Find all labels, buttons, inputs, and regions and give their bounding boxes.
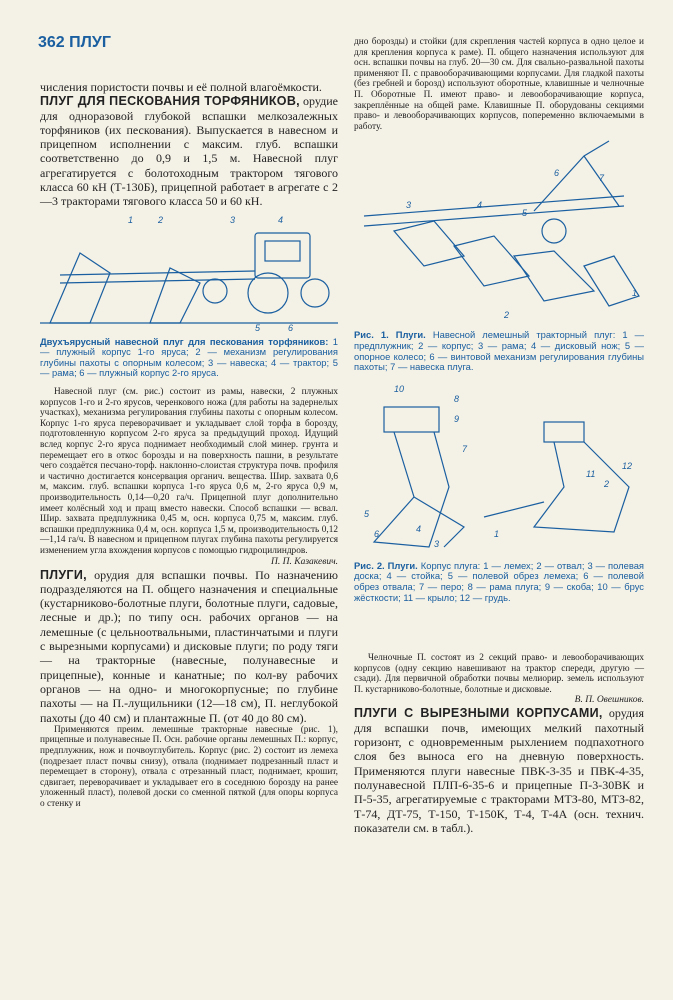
figure-caption: Рис. 2. Плуги. Корпус плуга: 1 — лемех; 2 — отвал; 3 — полевая доска; 4 — стойка; 5 — полевой обрез лемеха; 6 — полевой обрез отвала; 7 — перо; 8 — рама плуга; 9 — скоба; 10 — брус жёсткости; 11 — крыло; 12 — грудь.	[354, 559, 644, 603]
left-column	[40, 80, 338, 810]
small-paragraph: Навесной плуг (см. рис.) состоит из рамы, навески, 2 плужных корпусов 1-го и 2-го ярусов, черенкового ножа (для работы на задернелых участках), механизма регулирования глубины пахоты с опорным колесом. Корпус 1-го яруса переворачивает и укладывает слой торфа в борозду, подготовленную корпусом 2-го яруса за предыдущий проход. Идущий вслед корпус 2-го яруса поднимает необходимый слой минер. грунта и перемещает его в откос борозды и на поверхность пашни, в результате чего создаётся песчано-торф. наклонно-слоистая структура почв. профиля и частично достигается консервация органич. вещества. Шир. захвата 0,6 м, максим. глуб. вспашки корпуса 1-го яруса 0,6 м, 2-го яруса 0,9 м, производительность 0,14—0,20 га/ч. Прицепной плуг дополнительно имеет колёсный ход и пращ вместо навески. Способ вспашки — всвал. Шир. захвата предплужника 0,45 м, осн. корпуса 0,75 м, максим. глуб. вспашки предплужника 0,4 м, осн. корпуса 1,5 м, производительность 0,12—1,14 га/ч. В навесном и прицепном плугах глубина пахоты регулируется изменением угла вхождения корпусов с помощью гидроцилиндров.	[40, 387, 338, 556]
fig-label: 6	[288, 322, 294, 333]
author-signature: П. П. Казакевич.	[271, 556, 338, 567]
fig-label: 3	[434, 538, 440, 549]
fig-label: 1	[128, 214, 134, 225]
small-paragraph: дно борозды) и стойки (для скрепления частей корпуса в одно целое и для крепления корпуса к раме). П. общего назначения используют для осн. вспашки почвы на глуб. 20—30 см. Для свально-развальной пахоты применяют П. с правооборачивающими корпусами. Для гладкой пахоты (без гребней и борозд) используют оборотные, клавишные и челночные П. Оборотные П. имеют право- и левооборачивающие корпуса, закреплённые на общей раме. Клавишные П. оборудованы секциями право- и левооборачивающих корпусов, попеременно включаемыми в работу.	[354, 37, 644, 132]
fig-label: 11	[586, 468, 596, 479]
entry-body: орудия для вспашки почв, имеющих мелкий пахотный горизонт, с одновременным рыхлением подпахотного слоя без выноса его на дневную поверхность. Применяются плуги навесные ПВК-3-35 и ПВК-4-35, полунавесной ПЛП-6-35-6 и прицепные П-3-30ВК и П-5-35, агрегатируемые с тракторами МТЗ-80, МТЗ-82, Т-74, ДТ-75, Т-150, Т-150К, Т-4, Т-4А (осн. технич. показатели см. в табл.).	[354, 706, 644, 835]
entry-heading: ПЛУГ ДЛЯ ПЕСКОВАНИЯ ТОРФЯНИКОВ,	[40, 94, 300, 109]
fig-label: 4	[477, 200, 483, 211]
fig-label: 7	[462, 443, 468, 454]
author-signature: В. П. Овешников.	[574, 695, 644, 706]
figure-caption: Рис. 1. Плуги. Навесной лемешный тракторный плуг: 1 — предплужник; 2 — корпус; 3 — рама; 4 — дисковый нож; 5 — опорное колесо; 6 — винтовой механизм регулирования глубины пахоты; 7 — навеска плуга.	[354, 329, 644, 373]
fig-label: 5	[522, 208, 528, 219]
figure-caption: Двухъярусный навесной плуг для пескования торфяников: 1 — плужный корпус 1-го яруса; 2 — механизм регулирования глубины пахоты с опорным колесом; 3 — навеска; 4 — трактор; 5 — рама; 6 — плужный корпус 2-го яруса.	[40, 335, 339, 379]
fig-label: 2	[604, 478, 610, 489]
two-tier-plough-figure	[40, 213, 338, 333]
small-paragraph: Применяются преим. лемешные тракторные навесные (рис. 1), прицепные и полунавесные П. Осн. рабочие органы лемешных П.: корпус, предплужник, нож и почвоуглубитель. Корпус (рис. 2) состоит из лемеха (подрезает пласт почвы снизу), отвала (поднимает подрезанный пласт и перемещает в сторону), отвала с отрезанный пласт, поднимает, крошит, сдвигает, переворачивает и укладывает его в соседнюю борозду на ранее уложенный пласт), полевой доски со сменной пяткой (для опоры корпуса о стенку и	[40, 724, 338, 809]
fig-label: 4	[278, 214, 284, 225]
fig-label: 3	[230, 214, 236, 225]
entry-heading: ПЛУГИ,	[40, 567, 87, 582]
right-column	[354, 37, 644, 835]
small-paragraph: Челночные П. состоят из 2 секций право- и левооборачивающих корпусов (одну секцию навешивают на трактор спереди, другую — сзади). Для первичной обработки почвы мелиорир. земель используют П. кустарниково-болотные, болотные и дисковые.	[354, 653, 644, 695]
fig-label: 4	[416, 523, 422, 534]
entry-body: орудие для одноразовой глубокой вспашки мелкозалежных торфяников (их пескования). Выпускается в навесном и прицепном исполнении с максим. глуб. вспашки соответственно до 0,9 и 1,5 м. Навесной плуг агрегатируется с болотоходным трактором тягового класса 60 кН (Т-130Б), прицепной работает в агрегате с 2—3 тракторами тягового класса 50 и 60 кН.	[40, 94, 338, 209]
fig-label: 5	[255, 322, 261, 333]
fig-label: 2	[158, 214, 164, 225]
entry-body: орудия для вспашки почвы. По назначению подразделяются на П. общего назначения и специальные (кустарниково-болотные плуги, болотные плуги, садовые, лесные и др.); по типу осн. рабочих органов — на лемешные (с цельноотвальными, пластинчатыми и плуги с вырезными корпусами) и дисковые плуги; по роду тяги — на тракторные (навесные, полунавесные и прицепные), конные и канатные; по кол-ву рабочих органов — на одно- и многокорпусные; по глубине пахоты — на П.-лущильники (12—18 см), П. неглубокой пахоты (до 40 см) и плантажные П. (от 40 до 80 см).	[40, 567, 339, 725]
fig-label: 6	[554, 168, 560, 179]
fig-label: 9	[454, 413, 460, 424]
fig-label: 1	[632, 288, 638, 299]
fig-label: 7	[599, 173, 605, 184]
fig-label: 5	[364, 508, 370, 519]
mounted-plough-figure	[354, 136, 644, 326]
entry-heading: ПЛУГИ С ВЫРЕЗНЫМИ КОРПУСАМИ,	[354, 706, 603, 721]
fig-label: 3	[406, 200, 412, 211]
fig-label: 2	[504, 310, 510, 321]
intro-text: числения пористости почвы и её полной влагоёмкости.	[40, 80, 322, 94]
fig-label: 12	[622, 460, 633, 471]
plough-body-figure	[354, 377, 644, 557]
fig-label: 10	[394, 383, 405, 394]
fig-label: 1	[494, 528, 500, 539]
fig-label: 6	[374, 528, 380, 539]
page-header: 362 ПЛУГ	[38, 34, 111, 51]
fig-label: 8	[454, 393, 460, 404]
